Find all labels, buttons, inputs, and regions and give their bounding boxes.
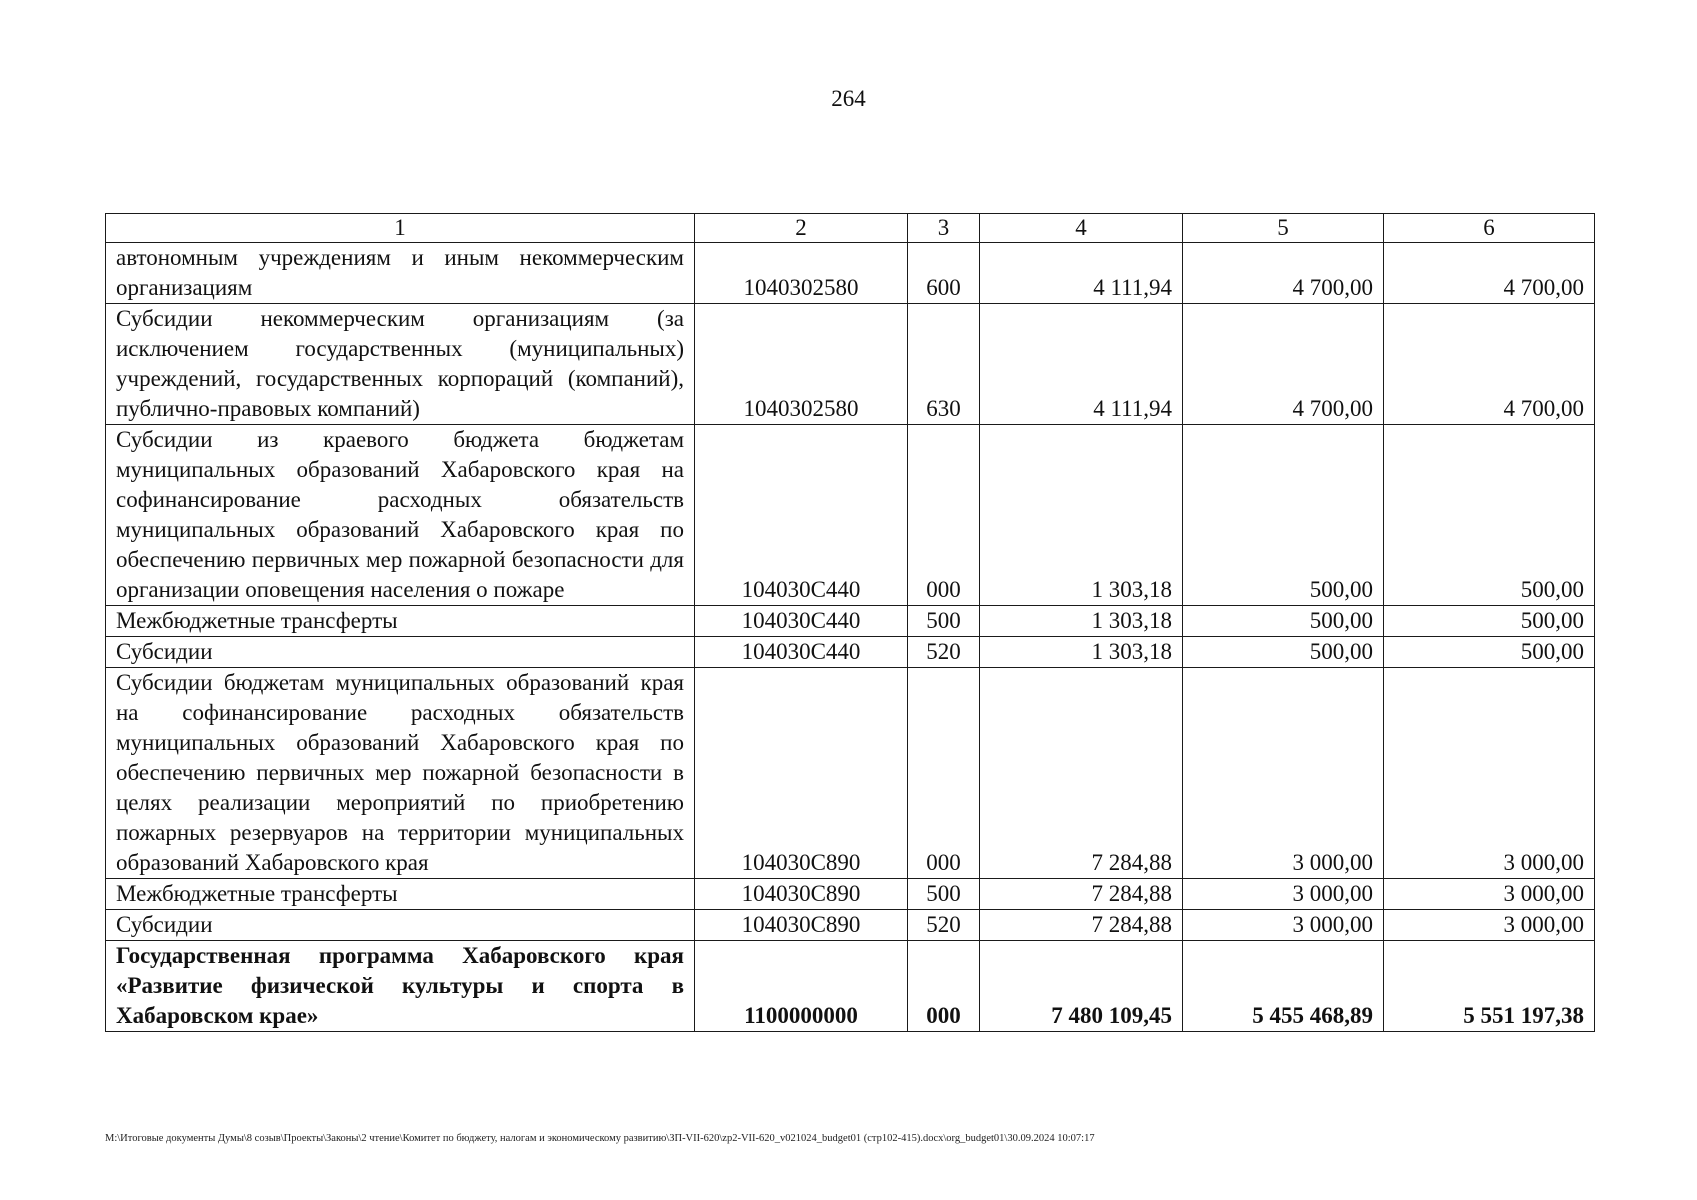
column-header: 3 <box>908 214 980 243</box>
page-number: 264 <box>831 86 866 111</box>
row-value-5: 4 700,00 <box>1183 304 1384 425</box>
row-value-5: 4 700,00 <box>1183 243 1384 304</box>
row-type: 000 <box>908 668 980 879</box>
row-value-5: 500,00 <box>1183 637 1384 668</box>
row-value-4: 1 303,18 <box>980 606 1183 637</box>
row-value-6: 500,00 <box>1384 606 1595 637</box>
row-value-6: 4 700,00 <box>1384 304 1595 425</box>
row-value-5: 3 000,00 <box>1183 879 1384 910</box>
column-header: 5 <box>1183 214 1384 243</box>
table-row <box>106 637 1595 668</box>
row-value-6: 500,00 <box>1384 637 1595 668</box>
row-value-5: 500,00 <box>1183 606 1384 637</box>
row-type: 000 <box>908 941 980 1032</box>
table-row <box>106 879 1595 910</box>
column-header: 1 <box>106 214 695 243</box>
table-row <box>106 668 1595 879</box>
table-row <box>106 425 1595 606</box>
row-code: 1040302580 <box>695 304 908 425</box>
row-value-5: 3 000,00 <box>1183 668 1384 879</box>
row-name: Субсидии бюджетам муниципальных образований края на софинансирование расходных обязательств муниципальных образований Хабаровского края по обеспечению первичных мер пожарной безопасности в целях реализации мероприятий по приобретению пожарных резервуаров на территории муниципальных образований Хабаровского края <box>106 668 695 879</box>
row-name: Государственная программа Хабаровского края «Развитие физической культуры и спорта в Хабаровском крае» <box>106 941 695 1032</box>
table-row <box>106 304 1595 425</box>
row-type: 500 <box>908 879 980 910</box>
budget-table <box>105 213 1595 1032</box>
row-value-4: 7 284,88 <box>980 668 1183 879</box>
row-code: 104030С890 <box>695 910 908 941</box>
table-header-row <box>106 214 1595 243</box>
row-name: Субсидии <box>106 637 695 668</box>
row-type: 500 <box>908 606 980 637</box>
row-value-5: 5 455 468,89 <box>1183 941 1384 1032</box>
row-value-4: 7 284,88 <box>980 879 1183 910</box>
column-header: 2 <box>695 214 908 243</box>
row-value-6: 3 000,00 <box>1384 910 1595 941</box>
row-value-4: 7 480 109,45 <box>980 941 1183 1032</box>
row-type: 600 <box>908 243 980 304</box>
table-row <box>106 910 1595 941</box>
row-type: 520 <box>908 910 980 941</box>
row-name: автономным учреждениям и иным некоммерческим организациям <box>106 243 695 304</box>
row-value-5: 3 000,00 <box>1183 910 1384 941</box>
row-name: Субсидии <box>106 910 695 941</box>
row-value-6: 3 000,00 <box>1384 668 1595 879</box>
row-value-6: 5 551 197,38 <box>1384 941 1595 1032</box>
table-row <box>106 606 1595 637</box>
row-code: 104030С440 <box>695 425 908 606</box>
row-name: Межбюджетные трансферты <box>106 606 695 637</box>
row-code: 104030С890 <box>695 879 908 910</box>
row-value-4: 7 284,88 <box>980 910 1183 941</box>
row-type: 520 <box>908 637 980 668</box>
row-value-4: 1 303,18 <box>980 637 1183 668</box>
row-value-4: 4 111,94 <box>980 243 1183 304</box>
row-type: 630 <box>908 304 980 425</box>
row-name: Субсидии из краевого бюджета бюджетам муниципальных образований Хабаровского края на софинансирование расходных обязательств муниципальных образований Хабаровского края по обеспечению первичных мер пожарной безопасности для организации оповещения населения о пожаре <box>106 425 695 606</box>
row-type: 000 <box>908 425 980 606</box>
column-header: 6 <box>1384 214 1595 243</box>
row-value-5: 500,00 <box>1183 425 1384 606</box>
row-value-6: 4 700,00 <box>1384 243 1595 304</box>
column-header: 4 <box>980 214 1183 243</box>
row-value-6: 500,00 <box>1384 425 1595 606</box>
row-code: 1100000000 <box>695 941 908 1032</box>
row-name: Межбюджетные трансферты <box>106 879 695 910</box>
row-code: 104030С440 <box>695 606 908 637</box>
row-code: 104030С440 <box>695 637 908 668</box>
row-value-4: 1 303,18 <box>980 425 1183 606</box>
row-name: Субсидии некоммерческим организациям (за исключением государственных (муниципальных) учреждений, государственных корпораций (компаний), публично-правовых компаний) <box>106 304 695 425</box>
row-code: 104030С890 <box>695 668 908 879</box>
row-value-4: 4 111,94 <box>980 304 1183 425</box>
table-row-program-total <box>106 941 1595 1032</box>
table-row <box>106 243 1595 304</box>
footer-file-path: M:\Итоговые документы Думы\8 созыв\Проекты\Законы\2 чтение\Комитет по бюджету, налогам и экономическому развитию\ЗП-VII-620\zp2-VII-620_v021024_budget01 (стр102-415).docx\org_budget01\30.09.2024 10:07:17 <box>105 1133 1095 1144</box>
row-value-6: 3 000,00 <box>1384 879 1595 910</box>
row-code: 1040302580 <box>695 243 908 304</box>
